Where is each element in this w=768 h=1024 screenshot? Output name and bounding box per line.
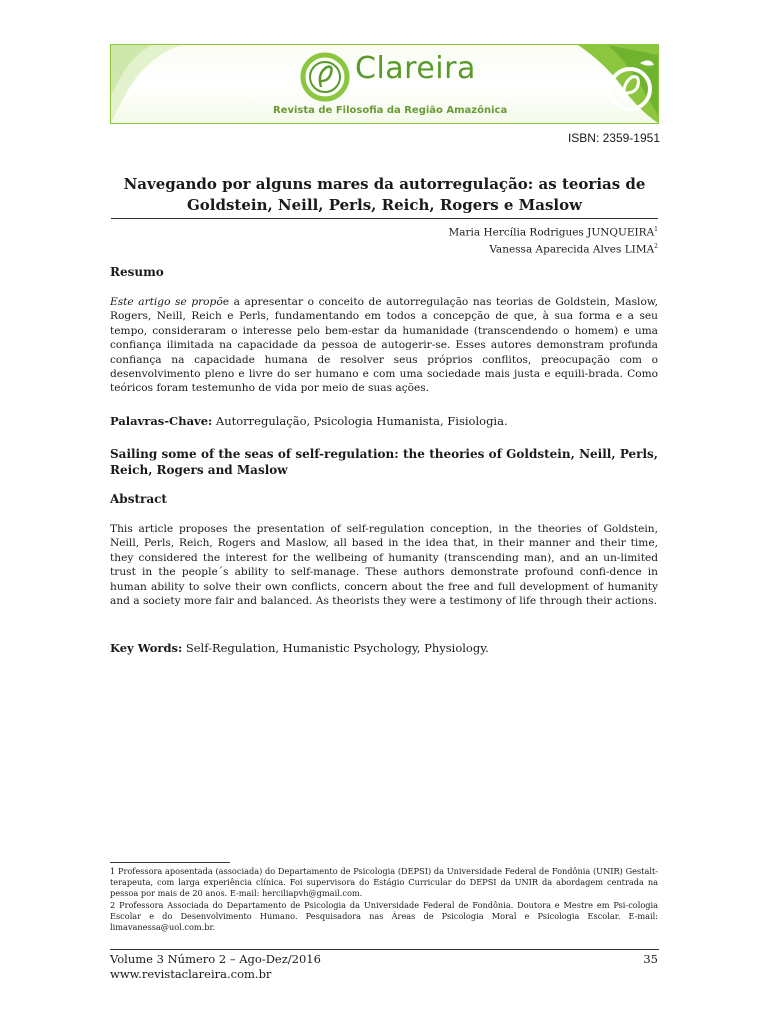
abstract-body: This article proposes the presentation of self-regulation conception, in the theories of Goldstein, Neill, Perls, Reich, Rogers and Maslow, all based in the idea that, in their manner and their time, they considered the interest for the wellbeing of humanity (transcending man), and an un-limited trust in the people´s ability to self-manage. These authors demonstrate profound confi-dence in human ability to solve their own conflicts, concern about the free and full development of humanity and a society more fair and balanced. As theorists they were a testimony of life through their actions. — [110, 523, 658, 608]
article-title — [112, 174, 657, 216]
isbn: ISBN: 2359-1951 — [567, 131, 660, 145]
title-divider — [111, 218, 658, 219]
article-title-line1: Navegando por alguns mares da autorregulação: as teorias de — [123, 175, 646, 193]
author-item — [448, 223, 658, 240]
footer-volume: Volume 3 Número 2 – Ago-Dez/2016 — [110, 952, 321, 966]
english-title: Sailing some of the seas of self-regulation: the theories of Goldstein, Neill, Perls, Reich, Rogers and Maslow — [110, 447, 658, 477]
resumo-lead: Este artigo se propõ — [110, 296, 223, 308]
author-list — [448, 223, 658, 256]
footnote-2: 2 Professora Associada do Departamento de Psicologia da Universidade Federal de Fondônia. Doutora e Mestre em Psi-cologia Escolar e do Desenvolvimento Humano. Pesquisadora nas Áreas de Psicologia Moral e Psicologia Escolar. E-mail: limavanessa@uol.com.br. — [110, 899, 658, 933]
brand-name: Clareira — [355, 51, 476, 86]
footnote-ref[interactable]: 2 — [654, 242, 658, 250]
footnotes — [110, 866, 658, 933]
clareira-logo-icon — [299, 51, 351, 103]
brand-subtitle: Revista de Filosofia da Região Amazônica — [273, 105, 508, 116]
journal-banner — [110, 44, 659, 124]
footer-divider — [110, 949, 659, 950]
palavras-chave-value: Autorregulação, Psicologia Humanista, Fisiologia. — [212, 414, 508, 428]
resumo-body — [110, 295, 658, 396]
footnote-1: 1 Professora aposentada (associada) do Departamento de Psicologia (DEPSI) da Universidade Federal de Fondônia (UNIR) Gestalt-terapeuta, com larga experiência clínica. Foi supervisora do Estágio Curricular do DEPSI da UNIR da abordagem centrada na pessoa por mais de 20 anos. E-mail: herciliapvh@gmail.com. — [110, 866, 658, 899]
emblem-right-icon — [548, 45, 658, 123]
footer-info — [110, 952, 321, 982]
author-item — [448, 240, 658, 257]
keywords-value: Self-Regulation, Humanistic Psychology, Physiology. — [182, 641, 489, 655]
footnote-ref[interactable]: 1 — [654, 226, 658, 233]
footnote-divider — [110, 862, 230, 863]
leaves-left-decoration — [111, 45, 201, 123]
keywords-label: Key Words: — [110, 641, 183, 655]
page-number: 35 — [643, 952, 658, 966]
author-name: Maria Hercília Rodrigues JUNQUEIRA — [448, 226, 655, 239]
author-name: Vanessa Aparecida Alves LIMA — [489, 243, 655, 255]
article-title-line2: Goldstein, Neill, Perls, Reich, Rogers e Maslow — [186, 196, 583, 214]
keywords — [110, 641, 489, 655]
palavras-chave-label: Palavras-Chave: — [110, 414, 213, 428]
abstract-heading: Abstract — [110, 492, 167, 506]
palavras-chave — [110, 414, 508, 428]
resumo-heading: Resumo — [110, 265, 164, 279]
footer-website[interactable]: www.revistaclareira.com.br — [110, 967, 272, 981]
resumo-text: e a apresentar o conceito de autorregulação nas teorias de Goldstein, Maslow, Rogers, Neill, Reich e Perls, fundamentando em todos a concepção de que, à sua forma e a seu tempo, consideraram o interesse pelo bem-estar da humanidade (transcendendo o homem) e uma confiança ilimitada na capacidade da pessoa de autogerir-se. Esses autores demonstram profunda confiança na capacidade humana de resolver seus próprios conflitos, preocupação com o desenvolvimento pleno e livre do ser humano e com uma sociedade mais justa e equili-brada. Como teóricos foram testemunho de vida por meio de suas ações. — [110, 296, 659, 395]
